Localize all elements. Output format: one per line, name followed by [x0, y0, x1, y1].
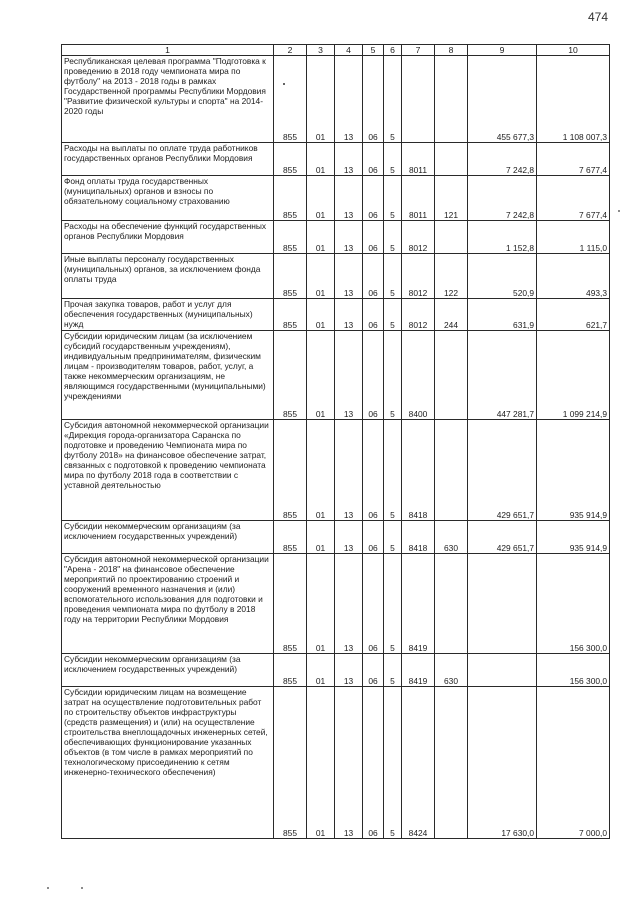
code-admin: 855 — [274, 654, 307, 687]
amount-col10: 156 300,0 — [537, 654, 610, 687]
code-admin: 855 — [274, 299, 307, 331]
code-subprogram: 5 — [384, 143, 402, 176]
code-subprogram: 5 — [384, 654, 402, 687]
row-description: Фонд оплаты труда государственных (муниципальных) органов и взносы по обязательному социальному страхованию — [62, 176, 274, 221]
code-section: 01 — [307, 143, 335, 176]
amount-col9: 1 152,8 — [468, 221, 537, 254]
code-subprogram: 5 — [384, 299, 402, 331]
code-program: 06 — [363, 176, 384, 221]
code-program: 06 — [363, 221, 384, 254]
code-direction: 8011 — [402, 143, 435, 176]
code-direction: 8418 — [402, 521, 435, 554]
amount-col10: 935 914,9 — [537, 420, 610, 521]
table-row — [62, 687, 610, 839]
code-section: 01 — [307, 176, 335, 221]
amount-col9: 17 630,0 — [468, 687, 537, 839]
code-expense-type: 121 — [435, 176, 468, 221]
table-row — [62, 554, 610, 654]
code-section: 01 — [307, 687, 335, 839]
column-header: 4 — [335, 45, 363, 56]
code-section: 01 — [307, 521, 335, 554]
column-header: 10 — [537, 45, 610, 56]
code-admin: 855 — [274, 56, 307, 143]
table-row — [62, 221, 610, 254]
code-direction: 8400 — [402, 331, 435, 420]
amount-col10: 1 115,0 — [537, 221, 610, 254]
code-subsection: 13 — [335, 654, 363, 687]
code-direction: 8419 — [402, 554, 435, 654]
scan-speck — [47, 887, 49, 889]
amount-col9: 631,9 — [468, 299, 537, 331]
code-expense-type: 122 — [435, 254, 468, 299]
code-program: 06 — [363, 299, 384, 331]
code-subprogram: 5 — [384, 331, 402, 420]
column-header: 1 — [62, 45, 274, 56]
amount-col9: 7 242,8 — [468, 176, 537, 221]
amount-col10: 7 677,4 — [537, 176, 610, 221]
amount-col9: 447 281,7 — [468, 331, 537, 420]
code-expense-type: 630 — [435, 654, 468, 687]
amount-col10: 1 108 007,3 — [537, 56, 610, 143]
code-program: 06 — [363, 554, 384, 654]
column-header: 6 — [384, 45, 402, 56]
code-program: 06 — [363, 254, 384, 299]
code-subsection: 13 — [335, 221, 363, 254]
row-description: Субсидия автономной некоммерческой организации "Арена - 2018" на финансовое обеспечение мероприятий по проектированию строений и сооружений временного назначения и (или) вспомогательного использования для подготовки и проведения чемпионата мира по футболу в 2018 году на территории Республики Мордовия — [62, 554, 274, 654]
code-subsection: 13 — [335, 554, 363, 654]
code-expense-type — [435, 56, 468, 143]
code-subprogram: 5 — [384, 420, 402, 521]
code-expense-type: 630 — [435, 521, 468, 554]
code-expense-type: 244 — [435, 299, 468, 331]
code-admin: 855 — [274, 420, 307, 521]
amount-col10: 7 000,0 — [537, 687, 610, 839]
amount-col10: 7 677,4 — [537, 143, 610, 176]
code-expense-type — [435, 554, 468, 654]
table-row — [62, 299, 610, 331]
code-program: 06 — [363, 56, 384, 143]
row-description: Субсидии некоммерческим организациям (за исключением государственных учреждений) — [62, 654, 274, 687]
budget-table — [61, 44, 610, 839]
row-description: Республиканская целевая программа "Подготовка к проведению в 2018 году чемпионата мира по футболу" на 2013 - 2018 годы в рамках Государственной программы Республики Мордовия "Развитие физической культуры и спорта" на 2014-2020 годы — [62, 56, 274, 143]
row-description: Расходы на выплаты по оплате труда работников государственных органов Республики Мордовия — [62, 143, 274, 176]
code-admin: 855 — [274, 221, 307, 254]
table-row — [62, 56, 610, 143]
code-subsection: 13 — [335, 331, 363, 420]
code-direction — [402, 56, 435, 143]
code-direction: 8011 — [402, 176, 435, 221]
code-program: 06 — [363, 420, 384, 521]
scan-speck — [81, 887, 83, 889]
code-subsection: 13 — [335, 687, 363, 839]
amount-col9: 7 242,8 — [468, 143, 537, 176]
column-header: 2 — [274, 45, 307, 56]
code-direction: 8419 — [402, 654, 435, 687]
code-admin: 855 — [274, 254, 307, 299]
code-admin: 855 — [274, 176, 307, 221]
code-section: 01 — [307, 56, 335, 143]
code-program: 06 — [363, 687, 384, 839]
column-header: 7 — [402, 45, 435, 56]
code-program: 06 — [363, 143, 384, 176]
code-program: 06 — [363, 331, 384, 420]
code-subsection: 13 — [335, 176, 363, 221]
page-number: 474 — [587, 10, 608, 24]
code-section: 01 — [307, 299, 335, 331]
amount-col9: 455 677,3 — [468, 56, 537, 143]
amount-col10: 493,3 — [537, 254, 610, 299]
code-subsection: 13 — [335, 299, 363, 331]
amount-col9 — [468, 554, 537, 654]
code-subprogram: 5 — [384, 254, 402, 299]
table-row — [62, 143, 610, 176]
amount-col9: 520,9 — [468, 254, 537, 299]
row-description: Субсидии некоммерческим организациям (за исключением государственных учреждений) — [62, 521, 274, 554]
table-row — [62, 420, 610, 521]
column-header: 9 — [468, 45, 537, 56]
code-direction: 8012 — [402, 254, 435, 299]
code-admin: 855 — [274, 687, 307, 839]
table-row — [62, 654, 610, 687]
code-expense-type — [435, 143, 468, 176]
amount-col9: 429 651,7 — [468, 420, 537, 521]
code-subprogram: 5 — [384, 521, 402, 554]
code-section: 01 — [307, 654, 335, 687]
code-admin: 855 — [274, 554, 307, 654]
amount-col9 — [468, 654, 537, 687]
code-direction: 8012 — [402, 299, 435, 331]
code-section: 01 — [307, 554, 335, 654]
code-program: 06 — [363, 654, 384, 687]
code-subprogram: 5 — [384, 221, 402, 254]
table-row — [62, 331, 610, 420]
column-header: 5 — [363, 45, 384, 56]
code-subprogram: 5 — [384, 56, 402, 143]
row-description: Иные выплаты персоналу государственных (муниципальных) органов, за исключением фонда оплаты труда — [62, 254, 274, 299]
code-section: 01 — [307, 331, 335, 420]
code-subsection: 13 — [335, 56, 363, 143]
code-section: 01 — [307, 254, 335, 299]
code-admin: 855 — [274, 331, 307, 420]
scan-speck — [618, 210, 620, 212]
code-direction: 8424 — [402, 687, 435, 839]
row-description: Субсидии юридическим лицам (за исключением субсидий государственным учреждениям), индивидуальным предпринимателям, физическим лицам - производителям товаров, работ, услуг, а также некоммерческим организациям, не являющимся государственными (муниципальными) учреждениями — [62, 331, 274, 420]
code-expense-type — [435, 420, 468, 521]
code-direction: 8418 — [402, 420, 435, 521]
row-description: Субсидия автономной некоммерческой организации «Дирекция города-организатора Саранска по подготовке и проведению Чемпионата мира по футболу 2018» на финансовое обеспечение затрат, связанных с подготовкой к проведению чемпионата мира по футболу 2018 года в соответствии с уставной деятельностью — [62, 420, 274, 521]
code-direction: 8012 — [402, 221, 435, 254]
code-expense-type — [435, 687, 468, 839]
amount-col9: 429 651,7 — [468, 521, 537, 554]
code-program: 06 — [363, 521, 384, 554]
row-description: Прочая закупка товаров, работ и услуг для обеспечения государственных (муниципальных) нужд — [62, 299, 274, 331]
amount-col10: 935 914,9 — [537, 521, 610, 554]
code-admin: 855 — [274, 143, 307, 176]
code-subprogram: 5 — [384, 176, 402, 221]
code-expense-type — [435, 221, 468, 254]
header-row — [62, 45, 610, 56]
code-expense-type — [435, 331, 468, 420]
code-admin: 855 — [274, 521, 307, 554]
code-section: 01 — [307, 221, 335, 254]
amount-col10: 1 099 214,9 — [537, 331, 610, 420]
table-row — [62, 521, 610, 554]
code-section: 01 — [307, 420, 335, 521]
code-subprogram: 5 — [384, 554, 402, 654]
amount-col10: 621,7 — [537, 299, 610, 331]
code-subsection: 13 — [335, 420, 363, 521]
code-subsection: 13 — [335, 143, 363, 176]
table-row — [62, 254, 610, 299]
row-description: Расходы на обеспечение функций государственных органов Республики Мордовия — [62, 221, 274, 254]
column-header: 3 — [307, 45, 335, 56]
column-header: 8 — [435, 45, 468, 56]
table-row — [62, 176, 610, 221]
row-description: Субсидии юридическим лицам на возмещение затрат на осуществление подготовительных работ по строительству объектов инфраструктуры (средств размещения) и (или) на осуществление строительства внеплощадочных инженерных сетей, обеспечивающих функционирование указанных объектов (в том числе в рамках мероприятий по технологическому присоединению к сетям инженерно-технического обеспечения) — [62, 687, 274, 839]
amount-col10: 156 300,0 — [537, 554, 610, 654]
code-subsection: 13 — [335, 521, 363, 554]
code-subsection: 13 — [335, 254, 363, 299]
code-subprogram: 5 — [384, 687, 402, 839]
